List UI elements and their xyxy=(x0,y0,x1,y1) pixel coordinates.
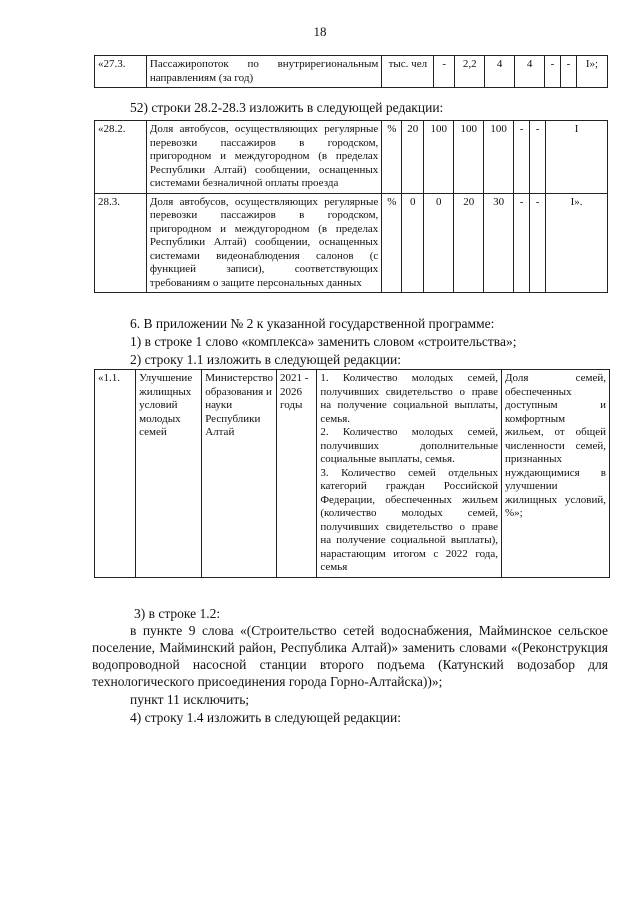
row-number: «1.1. xyxy=(95,370,136,578)
unit: тыс. чел xyxy=(382,56,434,88)
table-row xyxy=(95,370,610,578)
value-cell: 100 xyxy=(484,121,514,194)
event-name: Улучшение жилищных условий молодых семей xyxy=(136,370,202,578)
row-number: «28.2. xyxy=(95,121,147,194)
value-cell: 100 xyxy=(454,121,484,194)
paragraph-6-1: 1) в строке 1 слово «комплекса» заменить словом «строительства»; xyxy=(130,334,517,349)
unit: % xyxy=(382,121,402,194)
executor: Министерство образования и науки Республики Алтай xyxy=(202,370,277,578)
value-cell: - xyxy=(434,56,455,88)
result-item: 3. Количество семей отдельных категорий граждан Российской Федерации, обеспеченных жильем (количество молодых семей, получивших свидетельство о праве на получение социальной выплаты), нарастающим итогом с 2022 года, семья xyxy=(320,466,498,573)
value-cell: - xyxy=(514,193,530,293)
table-row xyxy=(95,121,608,194)
value-cell: - xyxy=(561,56,577,88)
value-cell: 4 xyxy=(485,56,515,88)
results-cell xyxy=(317,370,502,578)
value-cell: 0 xyxy=(402,193,424,293)
table-row-27-3 xyxy=(94,55,608,88)
page-number: 18 xyxy=(313,24,327,39)
value-cell: I»; xyxy=(576,56,607,88)
value-cell: 20 xyxy=(454,193,484,293)
value-cell: - xyxy=(530,193,546,293)
value-cell: - xyxy=(545,56,561,88)
row-number: 28.3. xyxy=(95,193,147,293)
indicator-name: Доля автобусов, осуществляющих регулярные перевозки пассажиров в городском, пригородном и междугородном (в пределах Республики Алтай) сообщении, оснащенных системами видеонаблюдения салонов (с функцией записи), соответствующих требованиям о защите персональных данных xyxy=(146,193,381,293)
period: 2021 - 2026 годы xyxy=(277,370,317,578)
value-cell: I». xyxy=(546,193,608,293)
indicator-name: Доля автобусов, осуществляющих регулярные перевозки пассажиров в городском, пригородном и междугородном (в пределах Республики Алтай) сообщении, оснащенных системами безналичной оплаты проезда xyxy=(146,121,381,194)
target-indicator: Доля семей, обеспеченных доступным и комфортным жильем, от общей численности семей, признанных нуждающимися в улучшении жилищных условий, %»; xyxy=(502,370,610,578)
paragraph-6: 6. В приложении № 2 к указанной государственной программе: xyxy=(130,316,495,331)
paragraph-4: 4) строку 1.4 изложить в следующей редакции: xyxy=(130,710,402,725)
value-cell: I xyxy=(546,121,608,194)
value-cell: 2,2 xyxy=(455,56,485,88)
value-cell: - xyxy=(514,121,530,194)
value-cell: 4 xyxy=(515,56,545,88)
table-row xyxy=(95,193,608,293)
value-cell: 100 xyxy=(424,121,454,194)
table-rows-28 xyxy=(94,120,608,293)
result-item: 1. Количество молодых семей, получивших свидетельство о праве на получение социальной выплаты, семья. xyxy=(320,372,498,425)
paragraph-52: 52) строки 28.2-28.3 изложить в следующей редакции: xyxy=(130,100,444,115)
indicator-name: Пассажиропоток по внутрирегиональным направлениям (за год) xyxy=(146,56,381,88)
value-cell: 30 xyxy=(484,193,514,293)
unit: % xyxy=(382,193,402,293)
result-item: 2. Количество молодых семей, получивших дополнительные социальные выплаты, семья. xyxy=(320,426,498,465)
paragraph-3: 3) в строке 1.2: xyxy=(134,606,221,621)
paragraph-item-9: в пункте 9 слова «(Строительство сетей водоснабжения, Майминское сельское поселение, Майминский район, Республика Алтай)» заменить словами «(Реконструкция водопроводной насосной станции второго подъема (Катунский водозабор для технологического присоединения города Горно-Алтайска))»; xyxy=(92,623,608,689)
value-cell: 0 xyxy=(424,193,454,293)
row-number: «27.3. xyxy=(95,56,147,88)
table-row xyxy=(95,56,608,88)
value-cell: 20 xyxy=(402,121,424,194)
paragraph-6-2: 2) строку 1.1 изложить в следующей редакции: xyxy=(130,352,402,367)
table-row-1-1 xyxy=(94,369,610,578)
value-cell: - xyxy=(530,121,546,194)
paragraph-item-11: пункт 11 исключить; xyxy=(130,692,250,707)
